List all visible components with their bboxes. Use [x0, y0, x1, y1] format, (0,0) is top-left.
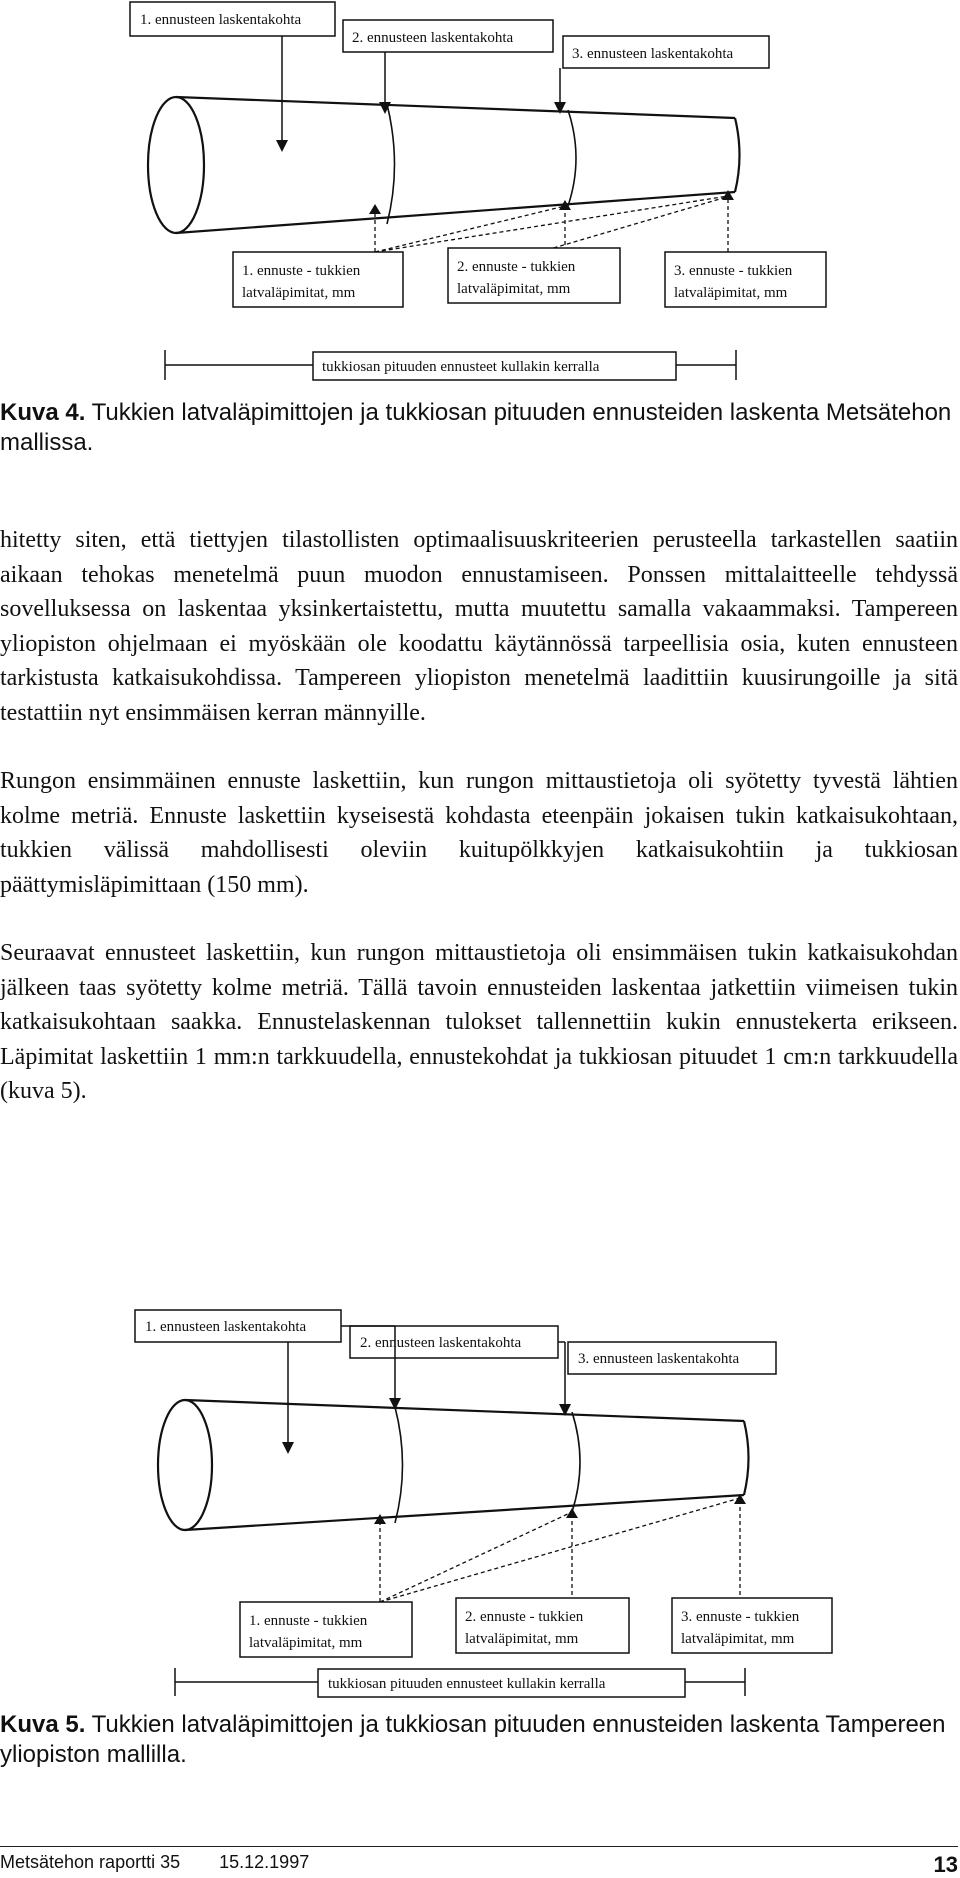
fig4-length-indicator	[165, 350, 736, 380]
figure-4-caption-text: Tukkien latvaläpimittojen ja tukkiosan pituuden ennusteiden laskenta Metsätehon mallissa.	[0, 399, 952, 456]
figure-5-caption-label: Kuva 5.	[0, 1711, 86, 1738]
fig5-log-shape	[158, 1400, 749, 1530]
footer-publication: Metsätehon raportti 35	[0, 1852, 181, 1872]
figure-5-diagram	[0, 1300, 960, 1690]
fig5-top-label-3: 3. ennusteen laskentakohta	[578, 1351, 740, 1367]
paragraph-2: Rungon ensimmäinen ennuste laskettiin, kun rungon mittaustietoja oli syötetty tyvestä lähtien kolme metriä. Ennuste laskettiin kyseisestä kohdasta eteenpäin jokaisen tukin katkaisukohtaan, tukkien välissä mahdollisesti oleviin kuitupölkkyjen katkaisukohtiin ja tukkiosan päättymisläpimittaan (150 mm).	[0, 768, 958, 898]
fig4-bottom-label-3-line1: 3. ennuste - tukkien	[674, 263, 793, 279]
fig5-bottom-label-1-line2: latvaläpimitat, mm	[249, 1635, 363, 1651]
figure-5-length-indicator	[0, 1660, 960, 1700]
body-text	[0, 523, 958, 1143]
fig5-length-indicator-svg	[0, 1660, 960, 1700]
fig4-length-label: tukkiosan pituuden ennusteet kullakin kerralla	[322, 359, 600, 375]
paragraph-3: Seuraavat ennusteet laskettiin, kun rungon mittaustietoja oli ensimmäisen tukin katkaisukohdan jälkeen taas syötetty kolme metriä. Tällä tavoin ennusteiden laskentaa jatkettiin viimeisen tukin katkaisukohtaan saakka. Ennustelaskennan tulokset tallennettiin kukin ennustekerta erikseen. Läpimitat laskettiin 1 mm:n tarkkuudella, ennustekohdat ja tukkiosan pituudet 1 cm:n tarkkuudella (kuva 5).	[0, 940, 958, 1104]
figure-5-caption-text: Tukkien latvaläpimittojen ja tukkiosan pituuden ennusteiden laskenta Tampereen yliopiston mallilla.	[0, 1711, 946, 1768]
fig4-log-shape	[148, 97, 740, 233]
fig5-bottom-label-3-line1: 3. ennuste - tukkien	[681, 1609, 800, 1625]
fig5-top-label-2: 2. ennusteen laskentakohta	[360, 1335, 522, 1351]
figure-4	[0, 0, 960, 375]
fig5-bottom-label-1-line1: 1. ennuste - tukkien	[249, 1613, 368, 1629]
fig5-bottom-label-2-line1: 2. ennuste - tukkien	[465, 1609, 584, 1625]
fig4-bottom-label-1-line2: latvaläpimitat, mm	[242, 285, 356, 301]
fig5-bottom-label-3-line2: latvaläpimitat, mm	[681, 1631, 795, 1647]
paragraph-1: hitetty siten, että tiettyjen tilastollisten optimaalisuuskriteerien perusteella tarkastellen saatiin aikaan tehokas menetelmä puun muodon ennustamiseen. Ponssen mittalaitteelle tehdyssä sovelluksessa on laskentaa yksinkertaistettu, mutta muutettu samalla vakaammaksi. Tampereen yliopiston ohjelmaan ei myöskään ole koodattu käytännössä tarpeellisia osia, kuten ennusteen tarkistusta katkaisukohdissa. Tampereen yliopiston menetelmä laadittiin kuusirungoille ja sitä testattiin nyt ensimmäisen kerran männyille.	[0, 527, 958, 726]
page-number: 13	[933, 1852, 958, 1877]
figure-5-caption	[0, 1710, 958, 1770]
figure-4-caption	[0, 398, 958, 458]
fig4-bottom-label-2-line2: latvaläpimitat, mm	[457, 281, 571, 297]
figure-4-diagram	[0, 0, 960, 375]
footer-date: 15.12.1997	[219, 1852, 310, 1872]
fig4-top-label-1: 1. ennusteen laskentakohta	[140, 12, 302, 28]
fig4-bottom-label-2-line1: 2. ennuste - tukkien	[457, 259, 576, 275]
fig5-bottom-label-2-line2: latvaläpimitat, mm	[465, 1631, 579, 1647]
fig4-bottom-label-1-line1: 1. ennuste - tukkien	[242, 263, 361, 279]
fig5-top-label-1: 1. ennusteen laskentakohta	[145, 1319, 307, 1335]
footer-rule	[0, 1846, 958, 1847]
figure-5	[0, 1300, 960, 1690]
fig4-top-label-2: 2. ennusteen laskentakohta	[352, 30, 514, 46]
fig4-bottom-label-3-line2: latvaläpimitat, mm	[674, 285, 788, 301]
fig5-length-label: tukkiosan pituuden ennusteet kullakin kerralla	[328, 1676, 606, 1692]
page-footer	[0, 1852, 958, 1877]
figure-4-caption-label: Kuva 4.	[0, 399, 86, 426]
fig4-top-label-3: 3. ennusteen laskentakohta	[572, 46, 734, 62]
